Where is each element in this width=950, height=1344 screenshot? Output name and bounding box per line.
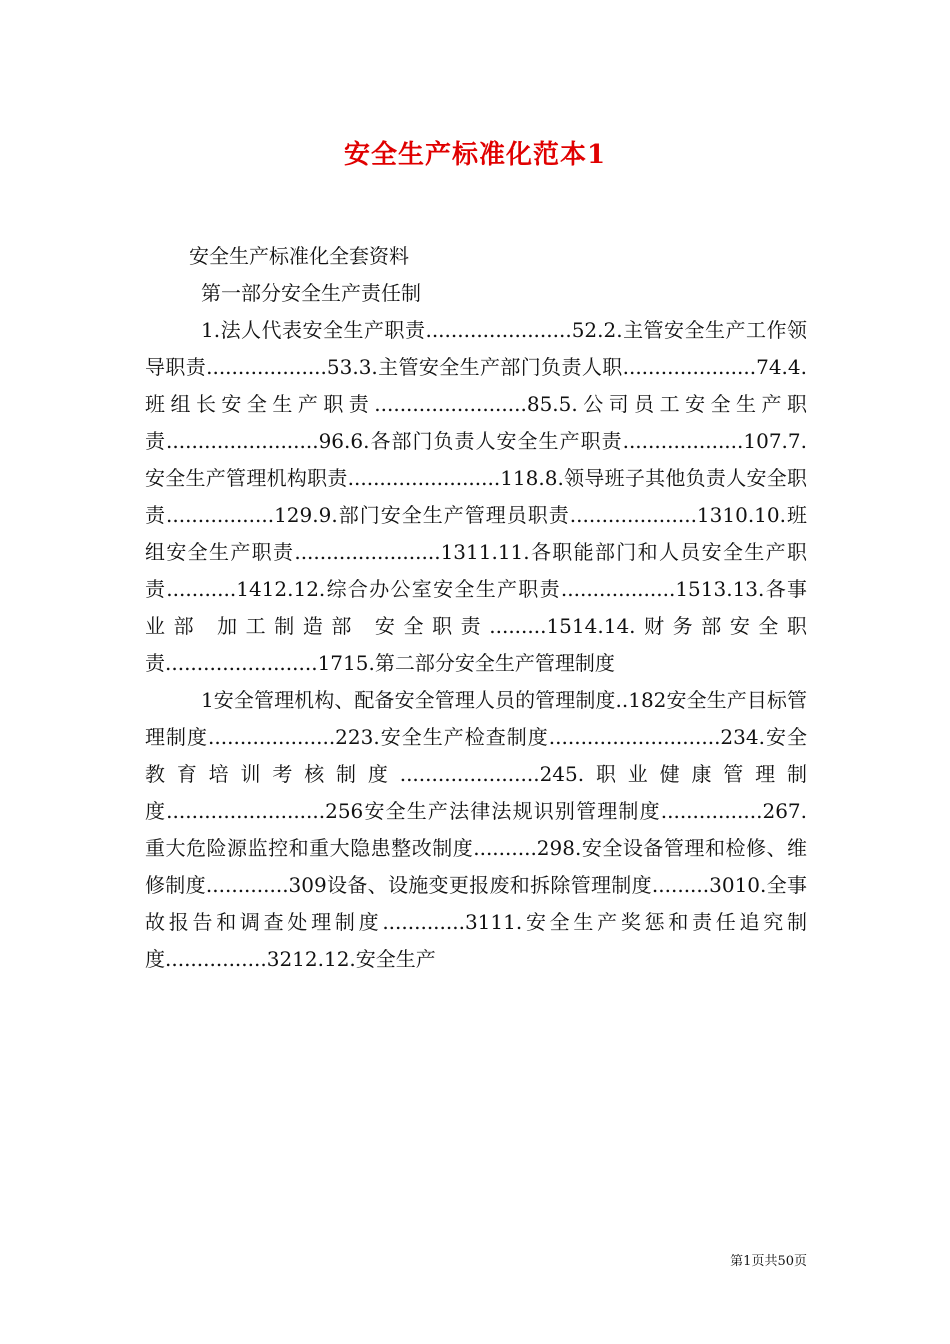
paragraph-toc-part-one: 1.法人代表安全生产职责.......................52.2.主管安全生产工作领导职责...................53.3.主管安全生产部门负责人职.....................74.4.班组长安全生产职责........................85.5.公司员工安全生产职责........................96.6.各部门负责人安全生产职责...................107.7.安全生产管理机构职责........................118.8.领导班子其他负责人安全职责.................129.9.部门安全生产管理员职责....................1310.10.班组安全生产职责.......................1311.11.各职能部门和人员安全生产职责...........1412.12.综合办公室安全生产职责..................1513.13.各事业部 加工制造部 安全职责.........1514.14.财务部安全职责........................1715.第二部分安全生产管理制度 <box>145 318 807 675</box>
page-indicator: 第1页共50页 <box>730 1254 807 1269</box>
paragraph-intro: 安全生产标准化全套资料 <box>189 244 409 268</box>
paragraph-part-one-heading: 第一部分安全生产责任制 <box>201 281 421 305</box>
page-title: 安全生产标准化范本1 <box>343 140 607 170</box>
paragraph-toc-part-two: 1安全管理机构、配备安全管理人员的管理制度..182安全生产目标管理制度....................223.安全生产检查制度...........................234.安全教育培训考核制度......................245.职业健康管理制度.........................256安全生产法律法规识别管理制度................267.重大危险源监控和重大隐患整改制度..........298.安全设备管理和检修、维修制度.............309设备、设施变更报废和拆除管理制度.........3010.全事故报告和调查处理制度.............3111.安全生产奖惩和责任追究制度................3212.12.安全生产 <box>145 688 807 971</box>
document-body <box>145 238 807 978</box>
